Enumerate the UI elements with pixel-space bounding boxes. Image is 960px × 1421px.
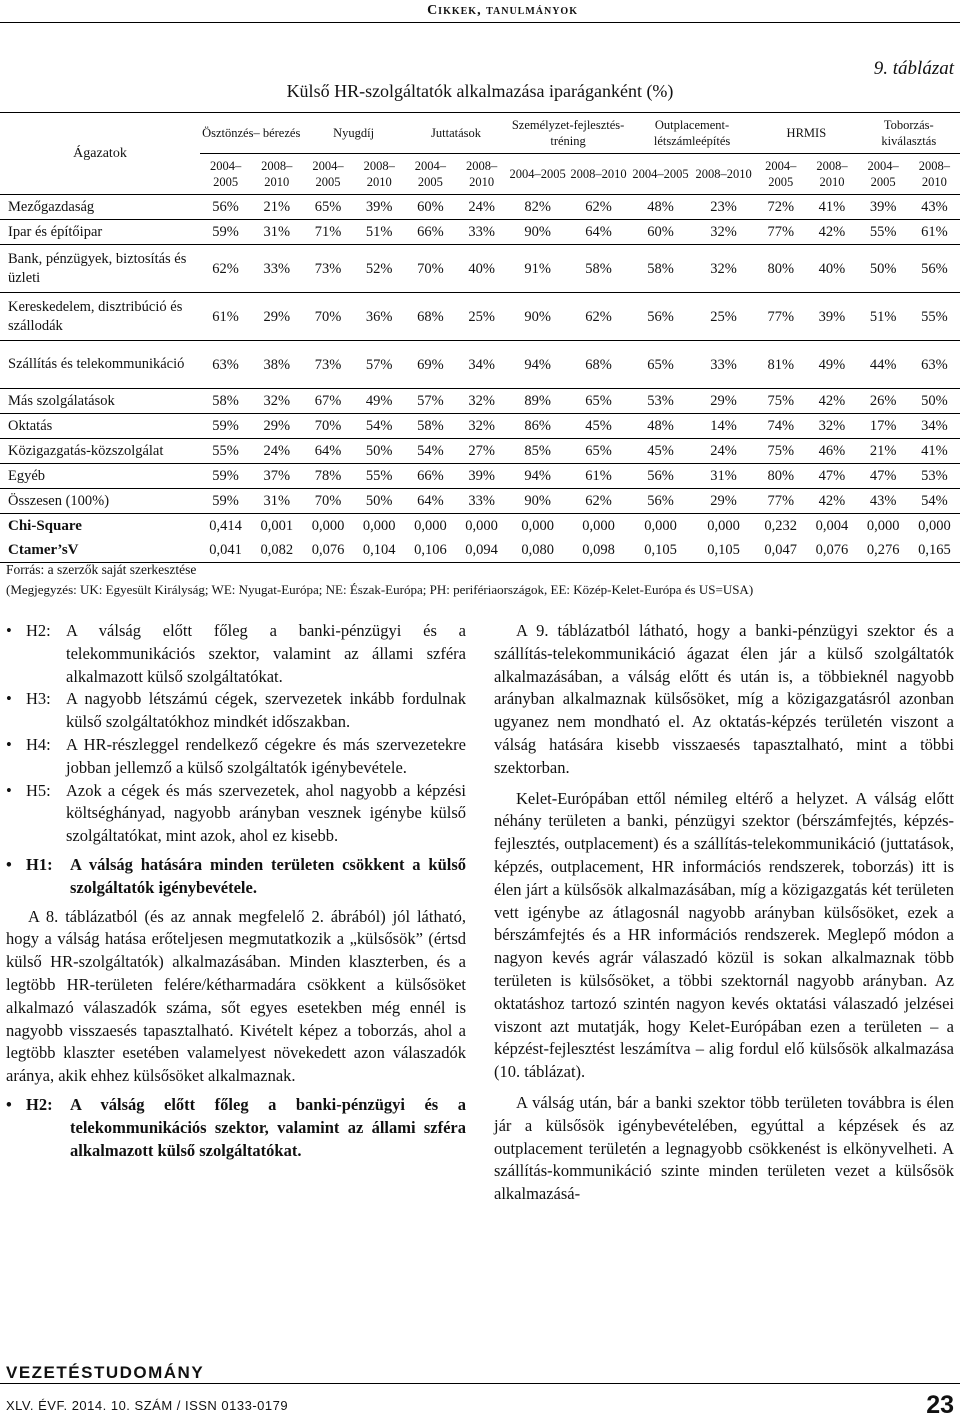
table-cell: 70% <box>302 293 353 341</box>
hypothesis-label: H3: <box>26 689 51 709</box>
table-cell: 50% <box>354 439 405 464</box>
table-cell: 58% <box>568 245 629 293</box>
bullet: • <box>6 689 12 709</box>
year-header: 2008–2010 <box>692 154 755 195</box>
table-row <box>0 414 960 439</box>
table-cell: 38% <box>251 341 302 389</box>
table-cell: 63% <box>909 341 960 389</box>
table-cell: 49% <box>806 341 857 389</box>
year-header: 2008–2010 <box>251 154 302 195</box>
row-label: Ipar és építőipar <box>0 220 200 245</box>
table-cell: 17% <box>858 414 909 439</box>
table-cell: 0,232 <box>764 518 798 534</box>
group-header: Juttatások <box>405 113 507 154</box>
table-cell: 65% <box>302 195 353 220</box>
table-cell: 0,000 <box>644 518 677 534</box>
hypothesis-text: A HR-részleggel rendelkező cégekre és más szervezetekre jobban jellemző a külső szolgáltatók igénybevétele. <box>66 734 466 777</box>
year-header: 2008–2010 <box>806 154 857 195</box>
table-cell: 0,076 <box>302 538 353 563</box>
hypothesis-text: A válság előtt főleg a banki-pénzügyi és a telekommunikációs szektor, valamint az állami szféra alkalmazott külső szolgáltatókat. <box>66 621 466 686</box>
table-cell: 43% <box>858 489 909 514</box>
bullet: • <box>6 780 12 800</box>
data-table <box>0 112 960 563</box>
col-header-sectors: Ágazatok <box>0 113 200 195</box>
table-cell: 0,098 <box>568 538 629 563</box>
table-cell: 29% <box>692 389 755 414</box>
table-cell: 0,000 <box>866 518 900 534</box>
table-cell: 46% <box>806 439 857 464</box>
year-header: 2008–2010 <box>456 154 507 195</box>
table-cell: 74% <box>755 414 806 439</box>
table-cell: 0,000 <box>311 518 345 534</box>
table-cell: 0,165 <box>909 538 960 563</box>
table-cell: 75% <box>755 389 806 414</box>
table-cell: 66% <box>405 464 456 489</box>
table-source: Forrás: a szerzők saját szerkesztése <box>6 562 197 577</box>
table-cell: 67% <box>302 389 353 414</box>
table-cell: 0,082 <box>251 538 302 563</box>
table-cell: 44% <box>858 341 909 389</box>
table-row <box>0 538 960 563</box>
year-header: 2004–2005 <box>858 154 909 195</box>
table-cell: 0,276 <box>858 538 909 563</box>
table-cell: 50% <box>354 489 405 514</box>
table-cell: 51% <box>354 220 405 245</box>
group-header: Toborzás-kiválasztás <box>858 113 960 154</box>
table-cell: 14% <box>692 414 755 439</box>
table-cell: 47% <box>858 464 909 489</box>
table-cell: 59% <box>200 220 251 245</box>
table-row <box>0 439 960 464</box>
table-row <box>0 514 960 539</box>
table-cell: 34% <box>909 414 960 439</box>
row-label: Egyéb <box>0 464 200 489</box>
table-cell: 55% <box>354 464 405 489</box>
table-cell: 59% <box>200 414 251 439</box>
table-cell: 62% <box>568 293 629 341</box>
table-cell: 61% <box>568 464 629 489</box>
table-cell: 62% <box>568 195 629 220</box>
row-label: Ctamer’sV <box>0 538 200 563</box>
table-cell: 90% <box>507 293 568 341</box>
hypothesis-h2-bold: • H2: A válság előtt főleg a banki-pénzügyi és a telekommunikációs szektor, valamint az állami szféra alkalmazott külső szolgáltatókat. <box>6 1094 466 1160</box>
table-cell: 62% <box>200 245 251 293</box>
table-cell: 33% <box>456 220 507 245</box>
table-cell: 45% <box>568 414 629 439</box>
table-cell: 48% <box>629 414 692 439</box>
table-cell: 58% <box>405 414 456 439</box>
table-cell: 69% <box>405 341 456 389</box>
table-cell: 55% <box>909 293 960 341</box>
year-header: 2004–2005 <box>755 154 806 195</box>
table-row <box>0 464 960 489</box>
table-cell: 47% <box>806 464 857 489</box>
hypothesis-text: A nagyobb létszámú cégek, szervezetek inkább fordulnak külső szolgáltatókhoz mindkét időszakban. <box>66 689 466 732</box>
table-cell: 25% <box>456 293 507 341</box>
table-cell: 33% <box>456 489 507 514</box>
right-column <box>494 620 954 1206</box>
table-cell: 0,041 <box>200 538 251 563</box>
table-note: (Megjegyzés: UK: Egyesült Királyság; WE: Nyugat-Európa; NE: Észak-Európa; PH: perifériaországok, EE: Közép-Kelet-Európa és US=USA) <box>6 582 754 597</box>
table-cell: 39% <box>456 464 507 489</box>
header-rule <box>0 22 960 23</box>
footer-rule <box>0 1383 960 1384</box>
table-cell: 59% <box>200 464 251 489</box>
hypothesis-h3 <box>6 688 466 734</box>
table-cell: 64% <box>568 220 629 245</box>
table-cell: 75% <box>755 439 806 464</box>
table-cell: 26% <box>858 389 909 414</box>
page-number: 23 <box>926 1391 954 1419</box>
row-label: Oktatás <box>0 414 200 439</box>
row-label: Mezőgazdaság <box>0 195 200 220</box>
table-cell: 54% <box>405 439 456 464</box>
table-cell: 50% <box>909 389 960 414</box>
left-column <box>6 620 466 1162</box>
table-cell: 32% <box>806 414 857 439</box>
table-cell: 36% <box>354 293 405 341</box>
table-cell: 33% <box>692 341 755 389</box>
table-cell: 56% <box>200 195 251 220</box>
table-cell: 64% <box>302 439 353 464</box>
right-paragraph-3: A válság után, bár a banki szektor több területen továbbra is élen jár a külsősök igénybevételében, egyúttal a képzések és az outplacement területén a legnagyobb csökkenést is elkönyvelheti. A szállítás-kommunikáció szinte minden területen vezet a külsősök alkalmazásá- <box>494 1092 954 1204</box>
row-label: Összesen (100%) <box>0 489 200 514</box>
table-cell: 29% <box>251 293 302 341</box>
table-cell: 37% <box>251 464 302 489</box>
table-cell: 32% <box>456 389 507 414</box>
table-cell: 0,094 <box>456 538 507 563</box>
table-cell: 41% <box>806 195 857 220</box>
hypothesis-h4 <box>6 734 466 780</box>
table-cell: 58% <box>200 389 251 414</box>
table-cell: 70% <box>302 414 353 439</box>
table-cell: 73% <box>302 341 353 389</box>
table-cell: 64% <box>405 489 456 514</box>
table-cell: 55% <box>858 220 909 245</box>
table-cell: 24% <box>251 439 302 464</box>
hypothesis-h1: • H1: A válság hatására minden területen csökkent a külső szolgáltatók igénybevétele. <box>6 854 466 897</box>
table-cell: 50% <box>858 245 909 293</box>
table-cell: 73% <box>302 245 353 293</box>
table-cell: 32% <box>251 389 302 414</box>
table-row <box>0 293 960 341</box>
table-number: 9. táblázat <box>873 58 954 79</box>
hypothesis-text: Azok a cégek és más szervezetek, ahol nagyobb a képzési költséghányad, nagyobb arányban vesznek igénybe külső szolgáltatókat, mint azok, ahol ez kisebb. <box>66 780 466 846</box>
table-cell: 0,000 <box>918 518 951 534</box>
table-cell: 24% <box>456 195 507 220</box>
table-cell: 0,000 <box>465 518 498 534</box>
table-cell: 71% <box>302 220 353 245</box>
year-header: 2004–2005 <box>302 154 353 195</box>
hypothesis-h5 <box>6 780 466 848</box>
year-header: 2004–2005 <box>629 154 692 195</box>
table-cell: 51% <box>858 293 909 341</box>
table-cell: 0,001 <box>260 518 294 534</box>
table-cell: 82% <box>507 195 568 220</box>
table-row <box>0 195 960 220</box>
hypothesis-h2 <box>6 620 466 688</box>
row-label: Más szolgálatások <box>0 389 200 414</box>
table-cell: 78% <box>302 464 353 489</box>
table-cell: 0,000 <box>582 518 615 534</box>
table-cell: 0,105 <box>629 538 692 563</box>
table-row <box>0 245 960 293</box>
journal-name: VEZETÉSTUDOMÁNY <box>6 1363 205 1382</box>
year-header: 2008–2010 <box>354 154 405 195</box>
year-header: 2004–2005 <box>200 154 251 195</box>
table-cell: 70% <box>405 245 456 293</box>
table-cell: 80% <box>755 464 806 489</box>
table-cell: 53% <box>629 389 692 414</box>
table-cell: 72% <box>755 195 806 220</box>
table-cell: 0,047 <box>755 538 806 563</box>
group-header: Outplacement-létszámleépítés <box>629 113 755 154</box>
year-header: 2004–2005 <box>405 154 456 195</box>
table-cell: 33% <box>251 245 302 293</box>
row-label: Közigazgatás-közszolgálat <box>0 439 200 464</box>
table-cell: 29% <box>251 414 302 439</box>
table-cell: 0,000 <box>362 518 396 534</box>
section-header: Cikkek, tanulmányok <box>427 3 578 18</box>
row-label: Kereskedelem, disztribúció és szállodák <box>0 293 200 341</box>
table-cell: 56% <box>629 489 692 514</box>
right-paragraph-2: Kelet-Európában ettől némileg eltérő a helyzet. A válság előtt néhány területen a banki, pénzügyi szektor (bérszámfejtés, képzés-fejlesztés, outplacement) és a szállítás-telekommunikáció (juttatások, képzés, outplacement, HR információs rendszerek, toborzás) itt is élen járt a külsősök alkalmazásában, míg a közigazgatás két területen vett igénybe az átlagosnál nagyobb arányban külsősöket, ezek a bérszámfejtés és a HR információs rendszerek. Meglepő módon a nagyon kevés agrár válaszadó közül is sokan alkalmaznak több területen is külsősöket, a többi szektornál nagyobb arányban. Az oktatáshoz tartozó szintén nagyon kevés oktatási válaszadó jelzései viszont azt mutatják, hogy Kelet-Európában ezen a területen – a képzést-fejlesztést leszámítva – alig fordul elő külsősök alkalmazása (10. táblázat). <box>494 788 954 1082</box>
table-cell: 89% <box>507 389 568 414</box>
table-cell: 65% <box>568 389 629 414</box>
table-cell: 39% <box>354 195 405 220</box>
group-header: HRMIS <box>755 113 857 154</box>
table-cell: 0,000 <box>414 518 447 534</box>
table-cell: 90% <box>507 489 568 514</box>
table-cell: 60% <box>405 195 456 220</box>
table-row <box>0 220 960 245</box>
row-label: Szállítás és telekommunikáció <box>0 341 200 389</box>
table-cell: 91% <box>507 245 568 293</box>
table-cell: 63% <box>200 341 251 389</box>
table-cell: 49% <box>354 389 405 414</box>
table-cell: 31% <box>251 489 302 514</box>
hypothesis-label: H4: <box>26 734 51 754</box>
table-cell: 62% <box>568 489 629 514</box>
bullet: • <box>6 621 12 640</box>
table-cell: 45% <box>629 439 692 464</box>
table-cell: 52% <box>354 245 405 293</box>
table-cell: 48% <box>629 195 692 220</box>
table-row <box>0 389 960 414</box>
table-cell: 40% <box>456 245 507 293</box>
table-cell: 27% <box>456 439 507 464</box>
table-cell: 0,000 <box>521 518 554 534</box>
table-cell: 0,076 <box>806 538 857 563</box>
table-cell: 40% <box>806 245 857 293</box>
table-cell: 24% <box>692 439 755 464</box>
year-header: 2008–2010 <box>909 154 960 195</box>
table-cell: 56% <box>629 293 692 341</box>
table-cell: 90% <box>507 220 568 245</box>
table-cell: 66% <box>405 220 456 245</box>
table-cell: 94% <box>507 464 568 489</box>
table-cell: 59% <box>200 489 251 514</box>
table-row <box>0 341 960 389</box>
group-header: Ösztönzés– bérezés <box>200 113 302 154</box>
table-cell: 86% <box>507 414 568 439</box>
table-cell: 65% <box>629 341 692 389</box>
table-cell: 94% <box>507 341 568 389</box>
table-cell: 77% <box>755 489 806 514</box>
table-cell: 55% <box>200 439 251 464</box>
table-cell: 61% <box>200 293 251 341</box>
table-cell: 42% <box>806 389 857 414</box>
table-cell: 65% <box>568 439 629 464</box>
table-cell: 57% <box>405 389 456 414</box>
group-header: Személyzet-fejlesztés-tréning <box>507 113 629 154</box>
table-cell: 60% <box>629 220 692 245</box>
table-cell: 57% <box>354 341 405 389</box>
table-cell: 0,104 <box>354 538 405 563</box>
hypothesis-label: H2: <box>26 621 51 640</box>
table-cell: 39% <box>858 195 909 220</box>
issue-info: XLV. ÉVF. 2014. 10. SZÁM / ISSN 0133-0179 <box>6 1398 289 1413</box>
table-cell: 29% <box>692 489 755 514</box>
table-cell: 56% <box>629 464 692 489</box>
table-cell: 0,004 <box>815 518 849 534</box>
table-cell: 42% <box>806 489 857 514</box>
table-cell: 61% <box>909 220 960 245</box>
table-cell: 56% <box>909 245 960 293</box>
table-cell: 43% <box>909 195 960 220</box>
table-cell: 32% <box>692 245 755 293</box>
table-cell: 54% <box>909 489 960 514</box>
table-cell: 54% <box>354 414 405 439</box>
table-cell: 32% <box>692 220 755 245</box>
table-cell: 77% <box>755 293 806 341</box>
group-header: Nyugdíj <box>302 113 404 154</box>
year-header: 2004–2005 <box>507 154 568 195</box>
table-cell: 80% <box>755 245 806 293</box>
year-header: 2008–2010 <box>568 154 629 195</box>
table-row <box>0 489 960 514</box>
table-cell: 70% <box>302 489 353 514</box>
table-cell: 39% <box>806 293 857 341</box>
table-cell: 41% <box>909 439 960 464</box>
table-cell: 0,080 <box>507 538 568 563</box>
left-paragraph: A 8. táblázatból (és az annak megfelelő 2. ábrából) jól látható, hogy a válság hatása erőteljesen megmutatkozik a „külsősök” (értsd külső HR-szolgáltatók) alkalmazásában. Minden klaszterben, és a legtöbb HR-területen felére/kétharmadára csökkent a külsősöket alkalmazó válaszadók száma, sőt egyes esetekben még ennél is nagyobb visszaesés tapasztalható. Kivételt képez a toborzás, ahol a legtöbb klaszter esetében valamelyest növekedett azon válaszadók aránya, akik ehhez külsősöket alkalmaznak. <box>6 906 466 1086</box>
table-cell: 42% <box>806 220 857 245</box>
table-cell: 85% <box>507 439 568 464</box>
table-cell: 68% <box>405 293 456 341</box>
table-cell: 34% <box>456 341 507 389</box>
table-cell: 0,000 <box>707 518 740 534</box>
table-cell: 68% <box>568 341 629 389</box>
hypothesis-label: H5: <box>26 780 51 800</box>
table-cell: 23% <box>692 195 755 220</box>
right-paragraph-1: A 9. táblázatból látható, hogy a banki-pénzügyi szektor és a szállítás-telekommunikáció ágazat élen jár a külső szolgáltatók alkalmazásában, a válság előtt és után is, a többieknél nagyobb arányban alkalmaznak külsősöket, míg a közigazgatásról azonban ugyanez nem mondható el. Az oktatás-képzés területén viszont a válság hatására kisebb visszaesés tapasztalható, mint a többi szektorban. <box>494 621 954 777</box>
table-cell: 81% <box>755 341 806 389</box>
table-cell: 32% <box>456 414 507 439</box>
table-cell: 21% <box>858 439 909 464</box>
table-cell: 0,414 <box>209 518 242 534</box>
table-cell: 77% <box>755 220 806 245</box>
row-label: Chi-Square <box>8 518 82 534</box>
table-cell: 31% <box>251 220 302 245</box>
table-cell: 53% <box>909 464 960 489</box>
table-cell: 21% <box>251 195 302 220</box>
table-cell: 0,105 <box>692 538 755 563</box>
table-cell: 31% <box>692 464 755 489</box>
table-cell: 0,106 <box>405 538 456 563</box>
bullet: • <box>6 734 12 754</box>
table-title: Külső HR-szolgáltatók alkalmazása iparáganként (%) <box>286 81 674 101</box>
table-cell: 58% <box>629 245 692 293</box>
table-cell: 25% <box>692 293 755 341</box>
row-label: Bank, pénzügyek, biztosítás és üzleti <box>0 245 200 293</box>
